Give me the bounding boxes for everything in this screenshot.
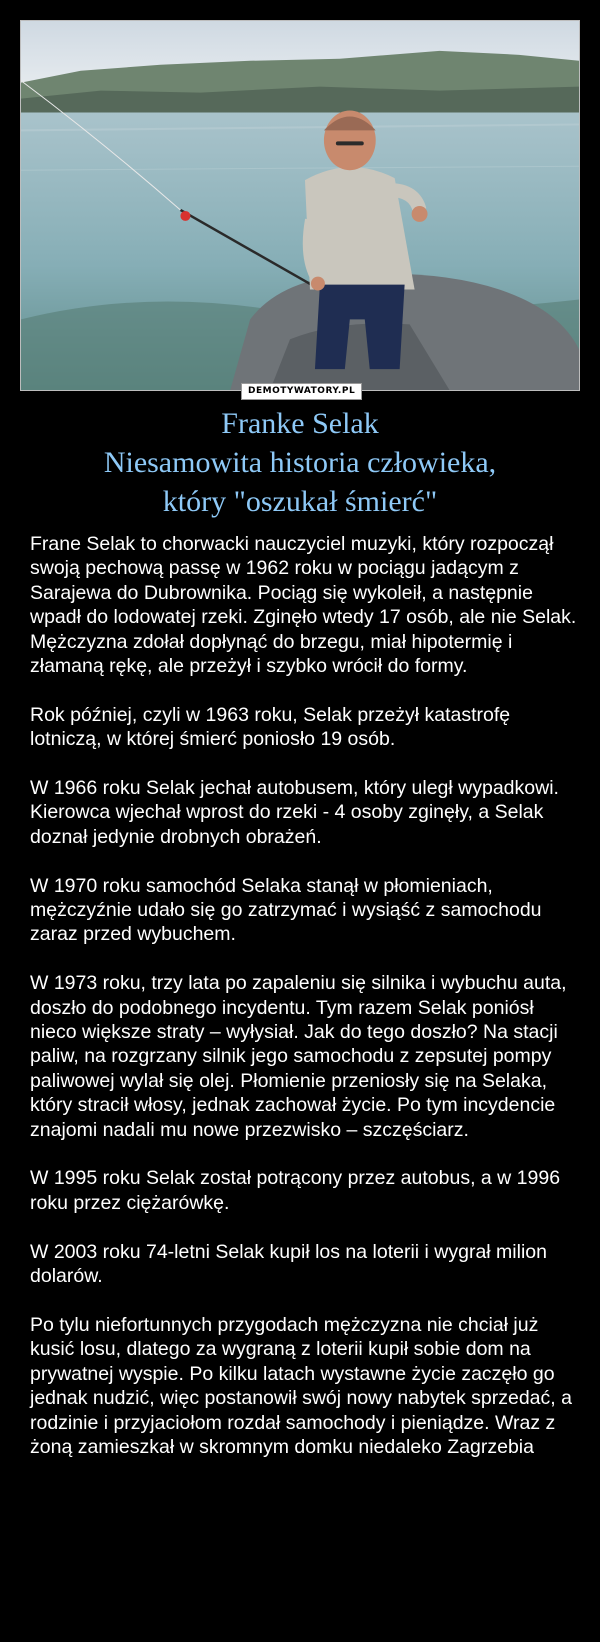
paragraph: Frane Selak to chorwacki nauczyciel muzyki, który rozpoczął swoją pechową passę w 1962 roku w pociągu jadącym z Sarajewa do Dubrownika. Pociąg się wykoleił, a następnie wpadł do lodowatej rzeki. Zginęło wtedy 17 osób, ale nie Selak. Mężczyzna zdołał dopłynąć do brzegu, miał hipotermię i złamaną rękę, ale przeżył i szybko wrócił do formy. (30, 533, 577, 678)
title-line-name: Franke Selak (221, 407, 379, 440)
page-title (0, 404, 600, 521)
fisherman-photo (20, 20, 580, 391)
paragraph: W 2003 roku 74-letni Selak kupił los na loterii i wygrał milion dolarów. (30, 1240, 547, 1288)
paragraph: W 1973 roku, trzy lata po zapaleniu się silnika i wybuchu auta, doszło do podobnego incydentu. Tym razem Selak poniósł nieco większe straty – wyłysiał. Jak do tego doszło? Na stacji paliw, na rozgrzany silnik jego samochodu z zepsutej pompy paliwowej wylał się olej. Płomienie przeniosły się na Selaka, który stracił włosy, jednak zachował życie. Po tym incydencie znajomi nadali mu nowe przezwisko – szczęściarz. (30, 972, 567, 1141)
paragraph: Rok później, czyli w 1963 roku, Selak przeżył katastrofę lotniczą, w której śmierć poniosło 19 osób. (30, 703, 511, 751)
photo-illustration (21, 21, 579, 390)
watermark-badge: DEMOTYWATORY.PL (241, 383, 362, 400)
paragraph: W 1970 roku samochód Selaka stanął w płomieniach, mężczyźnie udało się go zatrzymać i wysiąść z samochodu zaraz przed wybuchem. (30, 874, 542, 946)
paragraph: Po tylu niefortunnych przygodach mężczyzna nie chciał już kusić losu, dlatego za wygraną z loterii kupił sobie dom na prywatnej wyspie. Po kilku latach wystawne życie zaczęło go jednak nudzić, więc postanowił swój nowy nabytek sprzedać, a rodzinie i przyjaciołom rozdał samochody i pieniądze. Wraz z żoną zamieszkał w skromnym domku niedaleko Zagrzebia (30, 1313, 572, 1458)
title-line-subtitle-2: który "oszukał śmierć" (162, 485, 438, 518)
paragraph: W 1966 roku Selak jechał autobusem, który uległ wypadkowi. Kierowca wjechał wprost do rzeki - 4 osoby zginęły, a Selak doznał jedynie drobnych obrażeń. (30, 777, 559, 848)
paragraph: W 1995 roku Selak został potrącony przez autobus, a w 1996 roku przez ciężarówkę. (30, 1167, 561, 1214)
title-line-subtitle: Niesamowita historia człowieka, (103, 446, 497, 479)
story-text (30, 532, 582, 1484)
